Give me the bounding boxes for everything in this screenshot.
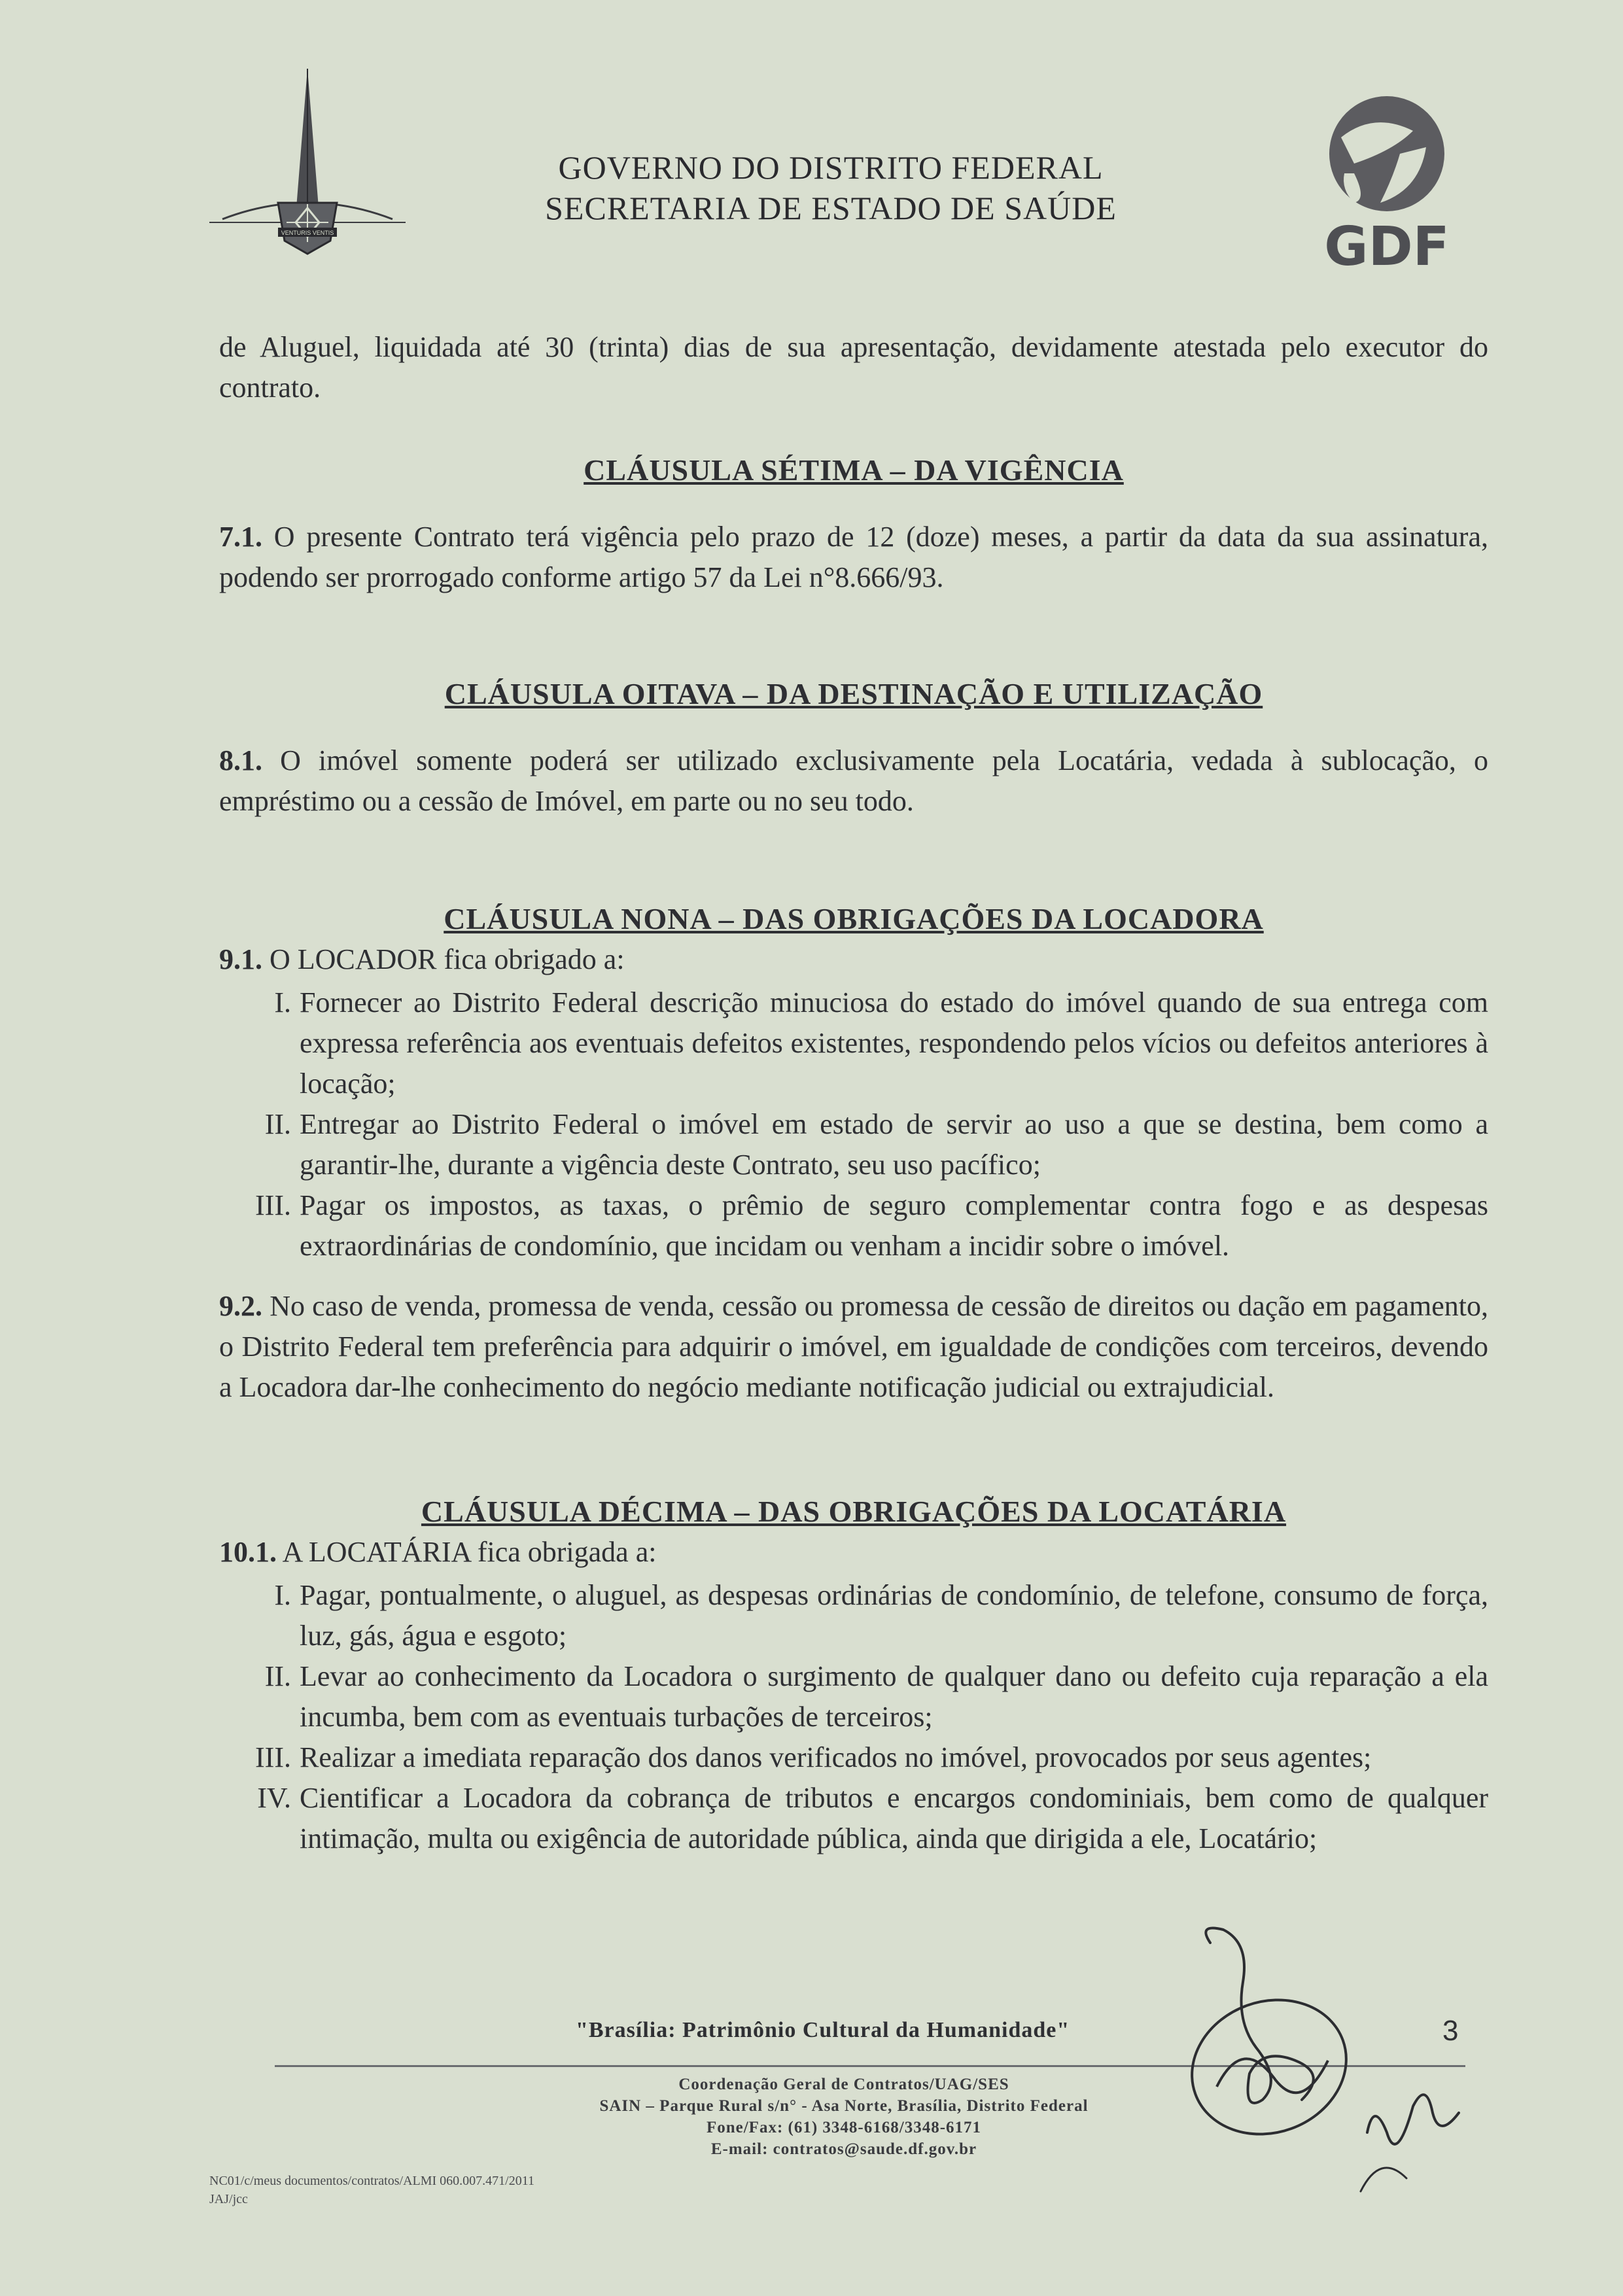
item-text: Entregar ao Distrito Federal o imóvel em estado de servir ao uso a que se destina, bem como a garantir-lhe, durante a vigência deste Contrato, seu uso pacífico; <box>300 1108 1488 1181</box>
list-item <box>219 1656 1488 1737</box>
header-line-2: SECRETARIA DE ESTADO DE SAÚDE <box>545 190 1117 226</box>
item-text: Cientificar a Locadora da cobrança de tributos e encargos condominiais, bem como de qualquer intimação, multa ou exigência de autoridade pública, ainda que dirigida a ele, Locatário; <box>300 1782 1488 1854</box>
header-line-1: GOVERNO DO DISTRITO FEDERAL <box>558 149 1104 186</box>
clause-9-obligations-list <box>219 983 1488 1266</box>
docref-line: NC01/c/meus documentos/contratos/ALMI 060.007.471/2011 <box>209 2174 534 2188</box>
list-item <box>219 1575 1488 1656</box>
list-item <box>219 1737 1488 1778</box>
item-text: Realizar a imediata reparação dos danos verificados no imóvel, provocados por seus agentes; <box>300 1741 1372 1773</box>
clause-10-1-text: A LOCATÁRIA fica obrigada a: <box>282 1536 657 1568</box>
clause-9-2 <box>219 1286 1488 1408</box>
item-numeral: I. <box>274 1579 291 1611</box>
clause-8-1 <box>219 740 1488 822</box>
footer-motto: "Brasília: Patrimônio Cultural da Humanidade" <box>576 2018 1070 2042</box>
clause-9-1 <box>219 939 1488 980</box>
handwritten-signature <box>1171 1917 1478 2204</box>
item-numeral: III. <box>255 1741 291 1773</box>
clause-7-1-number: 7.1. <box>219 521 262 553</box>
government-header <box>458 147 1204 228</box>
gdf-logo-icon <box>1315 85 1459 275</box>
item-numeral: III. <box>255 1189 291 1221</box>
item-text: Pagar, pontualmente, o aluguel, as despesas ordinárias de condomínio, de telefone, consumo de força, luz, gás, água e esgoto; <box>300 1579 1488 1652</box>
list-item <box>219 1104 1488 1185</box>
gdf-logo-text: GDF <box>1324 216 1450 275</box>
clause-10-heading: CLÁUSULA DÉCIMA – DAS OBRIGAÇÕES DA LOCATÁRIA <box>421 1495 1287 1528</box>
contact-line: SAIN – Parque Rural s/n° - Asa Norte, Brasília, Distrito Federal <box>599 2097 1089 2115</box>
contact-line: E-mail: contratos@saude.df.gov.br <box>710 2140 977 2158</box>
clause-10-1-number: 10.1. <box>219 1536 277 1568</box>
intro-paragraph: de Aluguel, liquidada até 30 (trinta) dias de sua apresentação, devidamente atestada pelo executor do contrato. <box>219 331 1488 404</box>
contract-body <box>219 327 1488 1859</box>
contact-line: Coordenação Geral de Contratos/UAG/SES <box>678 2076 1009 2093</box>
docref-line: JAJ/jcc <box>209 2192 248 2206</box>
clause-8-heading: CLÁUSULA OITAVA – DA DESTINAÇÃO E UTILIZAÇÃO <box>444 677 1263 710</box>
page-number: 3 <box>1442 2015 1459 2047</box>
item-text: Fornecer ao Distrito Federal descrição minuciosa do estado do imóvel quando de sua entrega com expressa referência aos eventuais defeitos existentes, respondendo pelos vícios ou defeitos anteriores à locação; <box>300 986 1488 1100</box>
item-text: Levar ao conhecimento da Locadora o surgimento de qualquer dano ou defeito cuja reparação a ela incumba, bem com as eventuais turbações de terceiros; <box>300 1660 1488 1733</box>
clause-9-heading: CLÁUSULA NONA – DAS OBRIGAÇÕES DA LOCADORA <box>444 902 1264 935</box>
clause-9-1-number: 9.1. <box>219 943 262 975</box>
item-numeral: II. <box>264 1108 291 1140</box>
clause-9-1-text: O LOCADOR fica obrigado a: <box>270 943 625 975</box>
clause-9-2-number: 9.2. <box>219 1290 262 1322</box>
document-reference <box>209 2172 534 2208</box>
crest-motto: VENTURIS VENTIS <box>281 230 334 236</box>
clause-9-2-text: No caso de venda, promessa de venda, cessão ou promessa de cessão de direitos ou dação em pagamento, o Distrito Federal tem preferência para adquirir o imóvel, em igualdade de condições com terceiros, devendo a Locadora dar-lhe conhecimento do negócio mediante notificação judicial ou extrajudicial. <box>219 1290 1489 1403</box>
clause-8-1-text: O imóvel somente poderá ser utilizado exclusivamente pela Locatária, vedada à sublocação, o empréstimo ou a cessão de Imóvel, em parte ou no seu todo. <box>219 744 1488 817</box>
contact-line: Fone/Fax: (61) 3348-6168/3348-6171 <box>706 2119 982 2136</box>
clause-7-1 <box>219 517 1488 598</box>
clause-7-heading: CLÁUSULA SÉTIMA – DA VIGÊNCIA <box>584 453 1124 487</box>
clause-10-obligations-list <box>219 1575 1488 1859</box>
list-item <box>219 1778 1488 1859</box>
list-item <box>219 1185 1488 1266</box>
clause-7-1-text: O presente Contrato terá vigência pelo prazo de 12 (doze) meses, a partir da data da sua assinatura, podendo ser prorrogado conforme artigo 57 da Lei n°8.666/93. <box>219 521 1488 593</box>
item-numeral: II. <box>264 1660 291 1692</box>
item-numeral: I. <box>274 986 291 1018</box>
clause-10-1 <box>219 1532 1488 1573</box>
item-numeral: IV. <box>257 1782 291 1814</box>
clause-8-1-number: 8.1. <box>219 744 262 776</box>
brasao-crest-icon <box>209 65 406 255</box>
list-item <box>219 983 1488 1104</box>
footer-contact <box>523 2074 1164 2160</box>
item-text: Pagar os impostos, as taxas, o prêmio de seguro complementar contra fogo e as despesas extraordinárias de condomínio, que incidam ou venham a incidir sobre o imóvel. <box>300 1189 1488 1262</box>
